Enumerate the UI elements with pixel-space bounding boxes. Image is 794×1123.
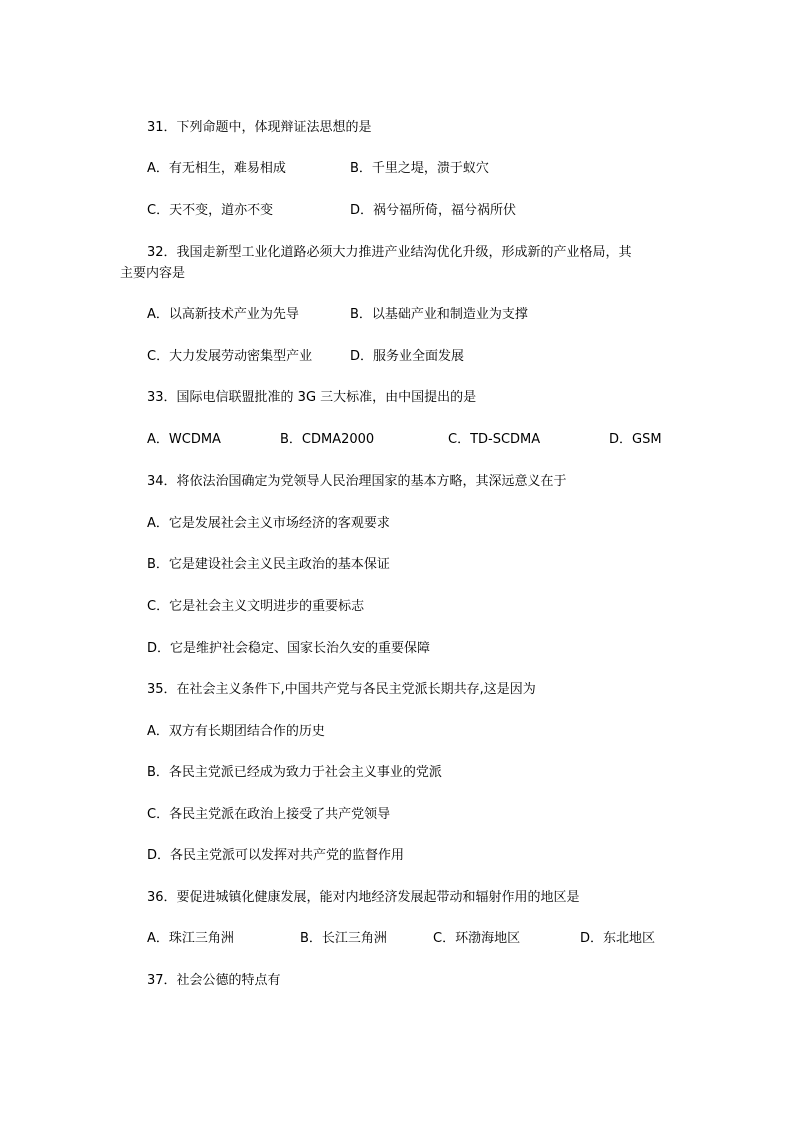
question-34-option-b: B．它是建设社会主义民主政治的基本保证 — [147, 557, 390, 572]
question-37-stem: 37．社会公德的特点有 — [147, 973, 281, 988]
question-34-stem: 34．将依法治国确定为党领导人民治理国家的基本方略，其深远意义在于 — [147, 474, 567, 489]
question-32-option-b: B．以基础产业和制造业为支撑 — [350, 307, 528, 322]
question-34-option-a: A．它是发展社会主义市场经济的客观要求 — [147, 516, 390, 531]
question-32-stem-line1: 32．我国走新型工业化道路必须大力推进产业结沟优化升级，形成新的产业格局，其 — [147, 245, 632, 260]
question-35-stem: 35．在社会主义条件下,中国共产党与各民主党派长期共存,这是因为 — [147, 682, 536, 697]
question-32-option-d: D．服务业全面发展 — [350, 349, 465, 364]
question-33-option-d: D．GSM — [609, 432, 662, 447]
question-35-option-c: C．各民主党派在政治上接受了共产党领导 — [147, 807, 391, 822]
question-34-option-c: C．它是社会主义文明进步的重要标志 — [147, 599, 365, 614]
question-35-option-b: B．各民主党派已经成为致力于社会主义事业的党派 — [147, 765, 442, 780]
question-36-stem: 36．要促进城镇化健康发展，能对内地经济发展起带动和辐射作用的地区是 — [147, 890, 580, 905]
question-32-stem-line2: 主要内容是 — [120, 266, 186, 281]
question-31-option-a: A．有无相生，难易相成 — [147, 161, 286, 176]
question-33-stem: 33．国际电信联盟批准的 3G 三大标准，由中国提出的是 — [147, 390, 477, 405]
question-31-option-b: B．千里之堤，溃于蚁穴 — [350, 161, 489, 176]
question-33-option-c: C．TD-SCDMA — [448, 432, 541, 447]
question-35-option-a: A．双方有长期团结合作的历史 — [147, 724, 325, 739]
question-33-option-b: B．CDMA2000 — [280, 432, 375, 447]
question-35-option-d: D．各民主党派可以发挥对共产党的监督作用 — [147, 848, 405, 863]
question-36-option-b: B．长江三角洲 — [300, 931, 387, 946]
question-33-option-a: A．WCDMA — [147, 432, 221, 447]
question-36-option-d: D．东北地区 — [580, 931, 656, 946]
question-36-option-a: A．珠江三角洲 — [147, 931, 234, 946]
question-32-option-c: C．大力发展劳动密集型产业 — [147, 349, 313, 364]
question-31-option-c: C．天不变，道亦不变 — [147, 203, 274, 218]
question-34-option-d: D．它是维护社会稳定、国家长治久安的重要保障 — [147, 641, 431, 656]
question-31-stem: 31．下列命题中，体现辩证法思想的是 — [147, 120, 372, 135]
question-31-option-d: D．祸兮福所倚，福兮祸所伏 — [350, 203, 517, 218]
question-36-option-c: C．环渤海地区 — [433, 931, 521, 946]
question-32-option-a: A．以高新技术产业为先导 — [147, 307, 299, 322]
